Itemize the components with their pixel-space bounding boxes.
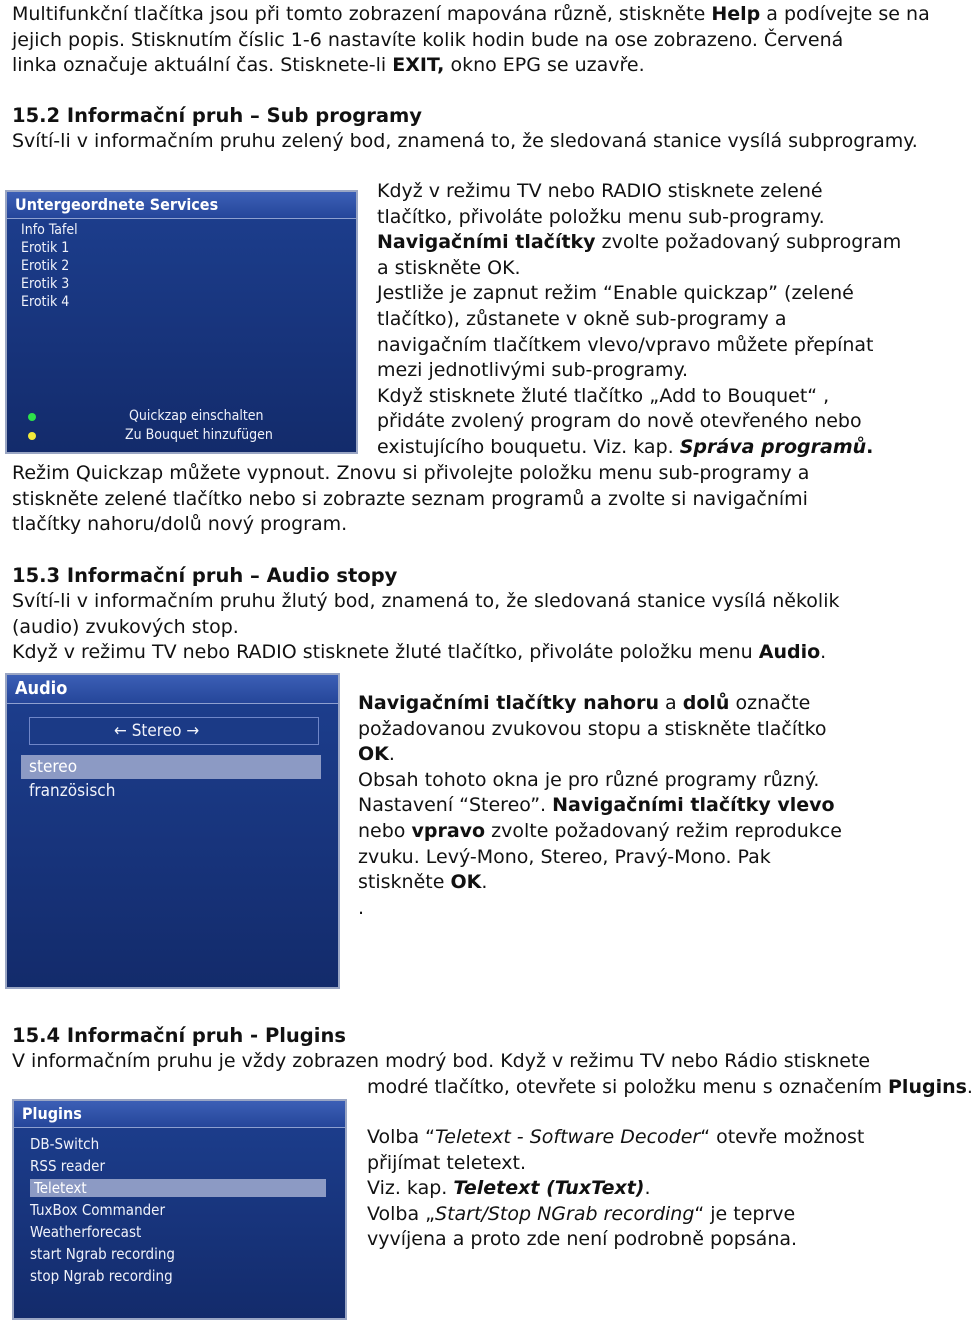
section-heading-15-2: 15.2 Informační pruh – Sub programy [12, 104, 423, 127]
subservice-item[interactable]: Erotik 4 [21, 294, 70, 310]
audio-mode-selector[interactable] [29, 717, 319, 745]
section-15-4-text-2: modré tlačítko, otevřete si položku menu s označením Plugins. [367, 1076, 973, 1098]
plugin-item[interactable]: RSS reader [30, 1157, 106, 1175]
yellow-button-icon [28, 432, 36, 440]
section-15-2-after-text: Režim Quickzap můžete vypnout. Znovu si přivolejte položku menu sub-programy a stiskněte zelené tlačítko nebo si zobrazte seznam programů a zvolte si navigačními tlačítky nahoru/dolů nový program. [12, 462, 810, 535]
audio-track-item[interactable]: stereo [21, 755, 321, 779]
audio-track-item[interactable]: französisch [29, 781, 116, 801]
subservice-item[interactable]: Info Tafel [21, 222, 78, 238]
plugin-item[interactable]: Teletext [30, 1179, 326, 1197]
subservices-screen [5, 190, 358, 454]
subservice-item[interactable]: Erotik 2 [21, 258, 70, 274]
subservice-item[interactable]: Erotik 3 [21, 276, 70, 292]
subservice-item[interactable]: Erotik 1 [21, 240, 70, 256]
arrow-left-icon[interactable]: ← [114, 721, 127, 741]
plugin-item[interactable]: TuxBox Commander [30, 1201, 166, 1219]
add-bouquet-label: Zu Bouquet hinzufügen [125, 427, 273, 443]
plugin-item[interactable]: Weatherforecast [30, 1223, 142, 1241]
plugins-screen-title: Plugins [14, 1101, 345, 1128]
section-15-4-text-1: V informačním pruhu je vždy zobrazen modrý bod. Když v režimu TV nebo Rádio stisknete [12, 1050, 871, 1072]
audio-screen-title: Audio [7, 675, 338, 704]
green-button-icon [28, 413, 36, 421]
section-15-3-text: Svítí-li v informačním pruhu žlutý bod, znamená to, že sledovaná stanice vysílá několik (audio) zvukových stop. Když v režimu TV nebo RADIO stisknete žluté tlačítko, přivoláte položku menu Audio. [12, 590, 840, 663]
section-15-2-text: Svítí-li v informačním pruhu zelený bod, znamená to, že sledovaná stanice vysílá subprogramy. [12, 130, 918, 152]
audio-screen [5, 673, 340, 989]
section-heading-15-4: 15.4 Informační pruh - Plugins [12, 1024, 346, 1047]
section-15-4-side-text: Volba “Teletext - Software Decoder“ otevře možnost přijímat teletext. Viz. kap. Teletext (TuxText). Volba „Start/Stop NGrab recording“ je teprve vyvíjena a proto zde není podrobně popsána. [367, 1126, 865, 1251]
section-heading-15-3: 15.3 Informační pruh – Audio stopy [12, 564, 398, 587]
intro-line-1: Multifunkční tlačítka jsou při tomto zobrazení mapována různě, stiskněte Help a podívejte se na [12, 3, 930, 25]
subservices-screen-title: Untergeordnete Services [7, 192, 356, 219]
intro-paragraph [12, 2, 930, 79]
audio-mode-value: ← Stereo → [114, 721, 200, 741]
plugin-item[interactable]: start Ngrab recording [30, 1245, 175, 1263]
plugin-item[interactable]: stop Ngrab recording [30, 1267, 173, 1285]
intro-line-3: linka označuje aktuální čas. Stisknete-li EXIT, okno EPG se uzavře. [12, 54, 645, 76]
arrow-right-icon[interactable]: → [186, 721, 200, 741]
intro-line-2: jejich popis. Stisknutím číslic 1-6 nastavíte kolik hodin bude na ose zobrazeno. Červená [12, 28, 844, 51]
plugin-item[interactable]: DB-Switch [30, 1135, 100, 1153]
plugins-screen [12, 1099, 347, 1320]
quickzap-label: Quickzap einschalten [129, 408, 264, 424]
section-15-2-side-text: Když v režimu TV nebo RADIO stisknete zelené tlačítko, přivoláte položku menu sub-programy. Navigačními tlačítky zvolte požadovaný subprogram a stiskněte OK. Jestliže je zapnut režim “Enable quickzap” (zelené tlačítko), zůstanete v okně sub-programy a navigačním tlačítkem vlevo/vpravo můžete přepínat mezi jednotlivými sub-programy. Když stisknete žluté tlačítko „Add to Bouquet“ , přidáte zvolený program do nově otevřeného nebo existujícího bouquetu. Viz. kap. Správa programů. [377, 180, 902, 458]
section-15-3-side-text: Navigačními tlačítky nahoru a dolů označte požadovanou zvukovou stopu a stiskněte tlačítko OK. Obsah tohoto okna je pro různé programy různý. Nastavení “Stereo”. Navigačními tlačítky vlevo nebo vpravo zvolte požadovaný režim reprodukce zvuku. Levý-Mono, Stereo, Pravý-Mono. Pak stiskněte OK. . [358, 692, 842, 919]
